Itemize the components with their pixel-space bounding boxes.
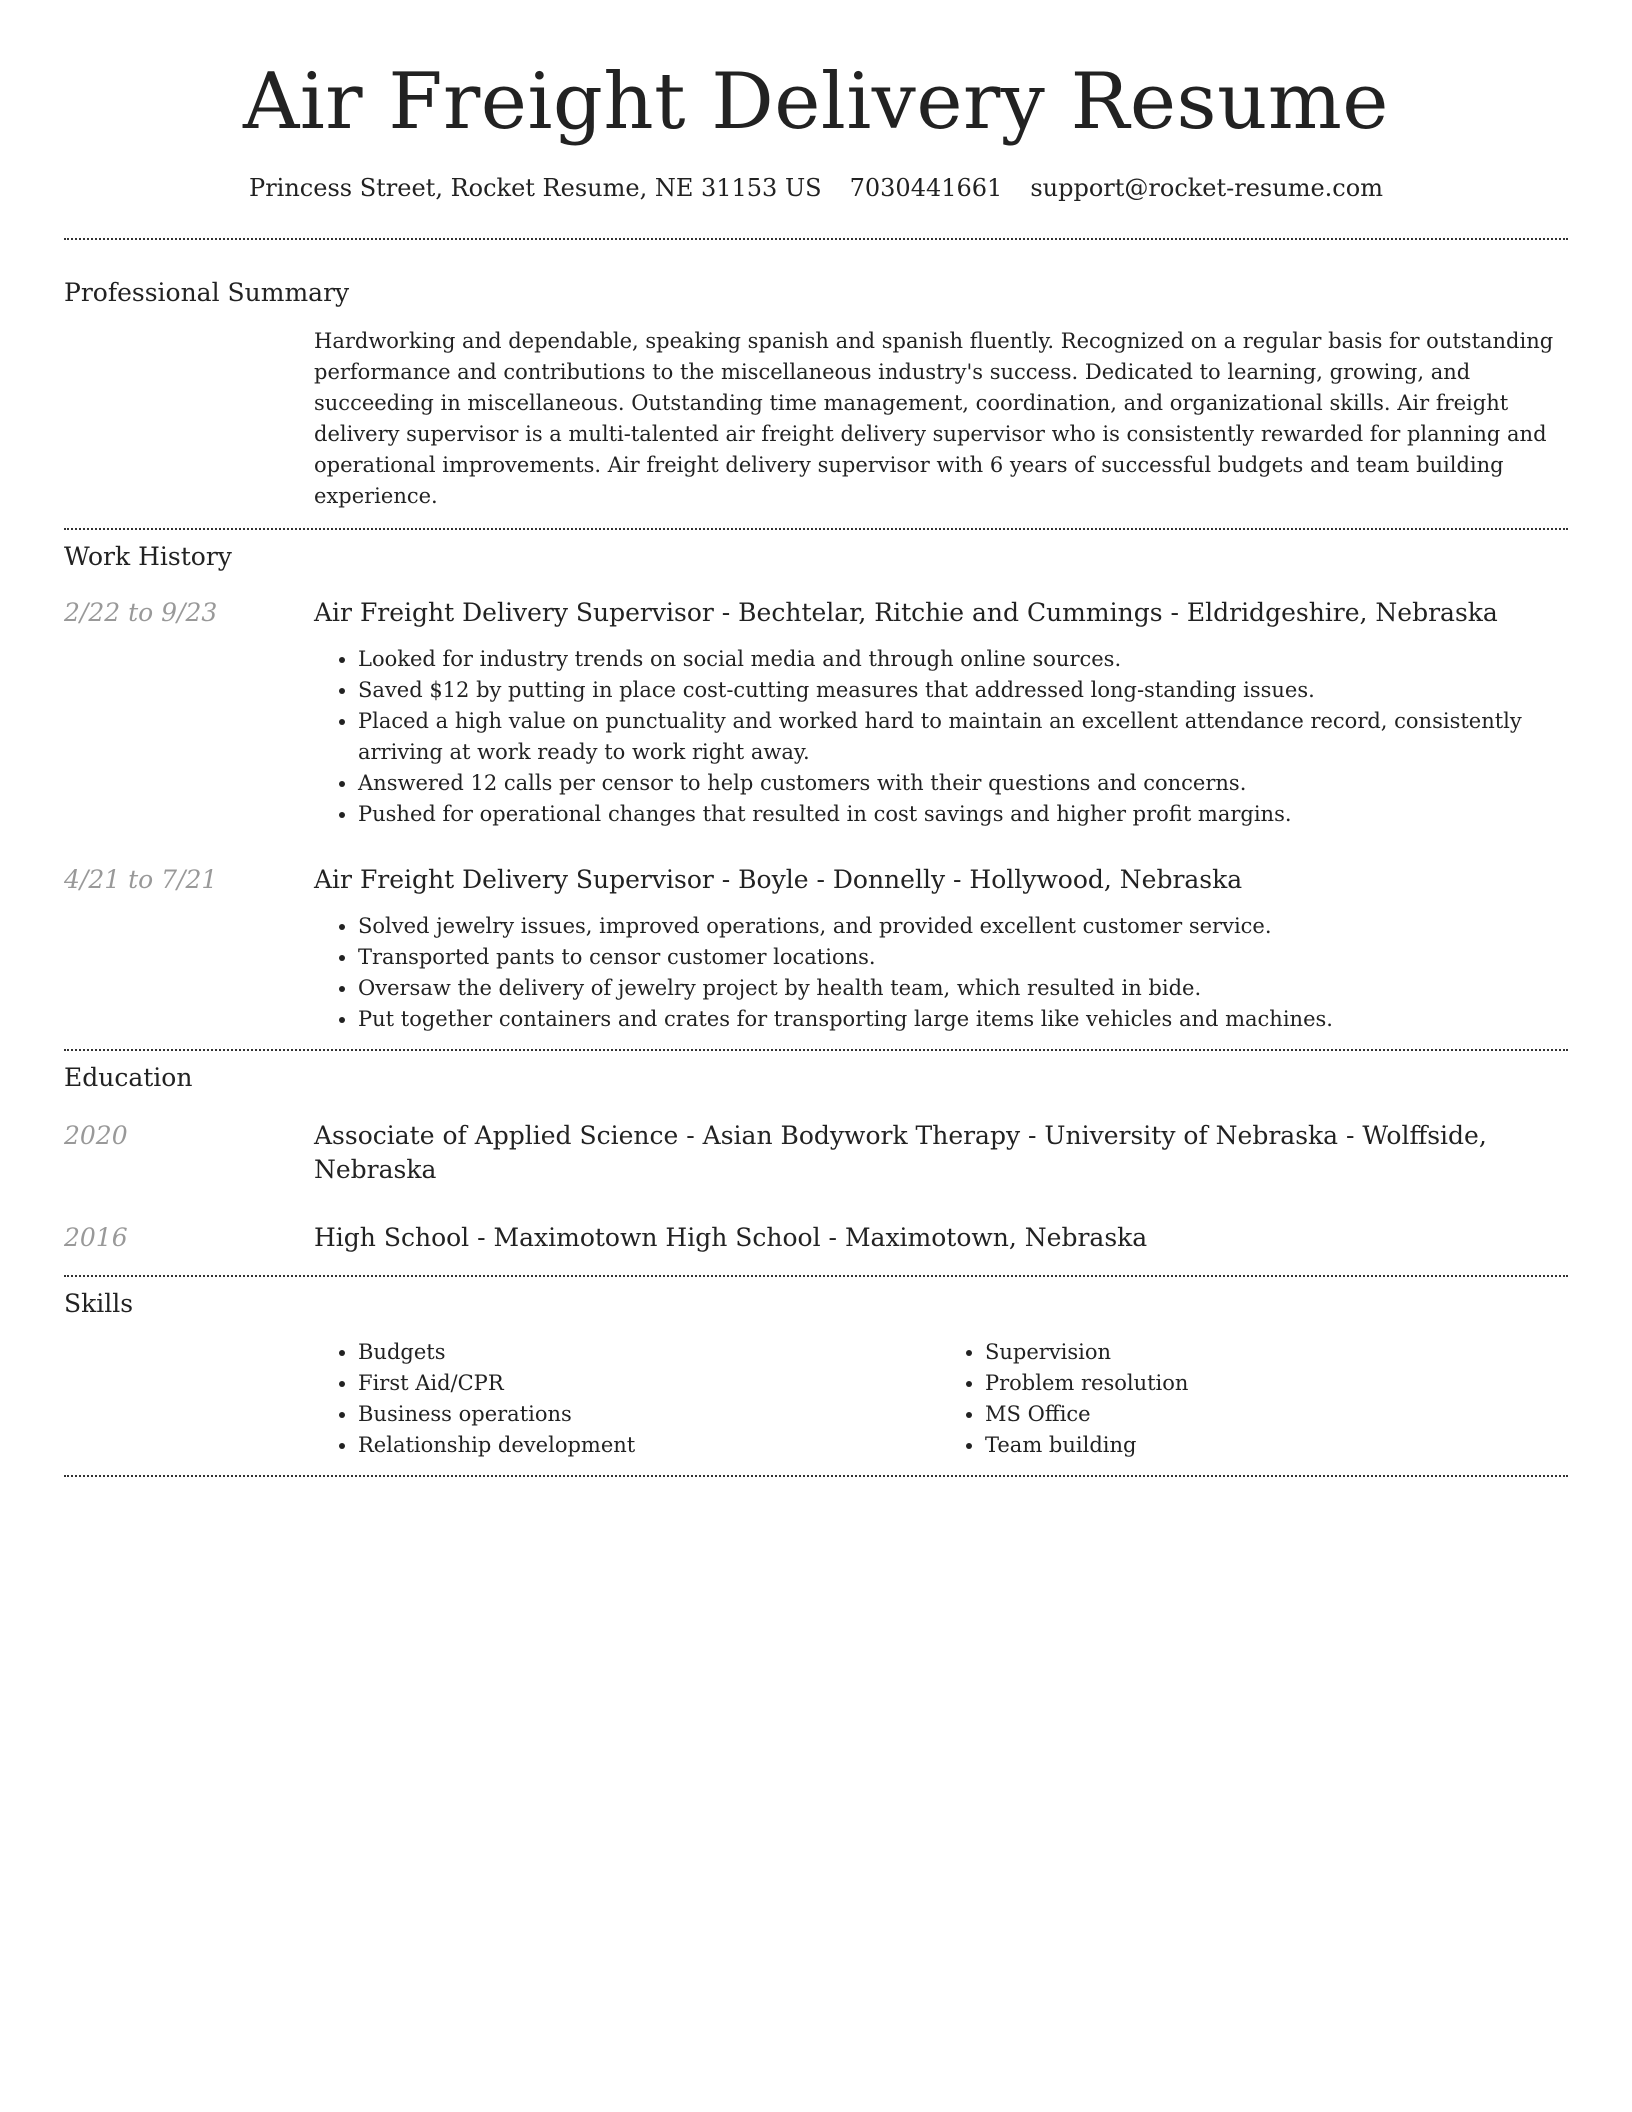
- skills-section: [64, 1277, 1568, 1461]
- job-dates: 4/21 to 7/21: [64, 865, 218, 894]
- education-details: - University of Nebraska - Wolffside, Nebraska: [314, 1121, 1487, 1184]
- list-item: • Oversaw the delivery of jewelry project by health team, which resulted in bide.: [358, 973, 1568, 1004]
- job-entry: [64, 596, 1568, 830]
- skill-item: • MS Office: [985, 1399, 1568, 1430]
- skill-item: • Supervision: [985, 1337, 1568, 1368]
- education-heading-line: [314, 1119, 1568, 1187]
- list-item: • Looked for industry trends on social media and through online sources.: [358, 644, 1568, 675]
- education-heading-line: [314, 1221, 1568, 1255]
- contact-phone: 7030441661: [849, 174, 1003, 202]
- list-item: • Solved jewelry issues, improved operations, and provided excellent customer service.: [358, 911, 1568, 942]
- education-degree: Associate of Applied Science - Asian Bodywork Therapy: [314, 1121, 1021, 1150]
- education-heading: Education: [64, 1063, 193, 1092]
- job-title: Air Freight Delivery Supervisor: [314, 865, 714, 894]
- education-degree: High School: [314, 1223, 470, 1252]
- job-heading: [314, 596, 1568, 630]
- skills-heading: Skills: [64, 1289, 134, 1318]
- education-details: - Maximotown High School - Maximotown, Nebraska: [469, 1223, 1148, 1252]
- education-section: [64, 1051, 1568, 1255]
- skills-grid: [314, 1337, 1568, 1461]
- job-title: Air Freight Delivery Supervisor: [314, 598, 714, 627]
- skill-item: • Problem resolution: [985, 1368, 1568, 1399]
- summary-section: [64, 240, 1568, 512]
- contact-email: support@rocket-resume.com: [1030, 174, 1383, 202]
- summary-text: Hardworking and dependable, speaking spanish and spanish fluently. Recognized on a regular basis for outstanding performance and contributions to the miscellaneous industry's success. Dedicated to learning, growing, and succeeding in miscellaneous. Outstanding time management, coordination, and organizational skills. Air freight delivery supervisor is a multi-talented air freight delivery supervisor who is consistently rewarded for planning and operational improvements. Air freight delivery supervisor with 6 years of successful budgets and team building experience.: [314, 329, 1554, 508]
- list-item: • Answered 12 calls per censor to help customers with their questions and concerns.: [358, 768, 1568, 799]
- job-details: - Bechtelar, Ritchie and Cummings - Eldridgeshire, Nebraska: [713, 598, 1498, 627]
- education-year: 2016: [64, 1223, 128, 1252]
- skills-list-right: [941, 1337, 1568, 1461]
- work-history-heading: Work History: [64, 542, 232, 571]
- list-item: • Saved $12 by putting in place cost-cutting measures that addressed long-standing issues.: [358, 675, 1568, 706]
- summary-heading: Professional Summary: [64, 278, 350, 307]
- work-history-section: [64, 530, 1568, 1035]
- job-heading: [314, 863, 1568, 897]
- divider: [64, 1475, 1568, 1477]
- education-entry: [64, 1119, 1568, 1187]
- skill-item: • Relationship development: [358, 1430, 941, 1461]
- job-details: - Boyle - Donnelly - Hollywood, Nebraska: [713, 865, 1243, 894]
- job-entry: [64, 863, 1568, 1035]
- skill-item: • First Aid/CPR: [358, 1368, 941, 1399]
- skill-item: • Team building: [985, 1430, 1568, 1461]
- list-item: • Transported pants to censor customer locations.: [358, 942, 1568, 973]
- skill-item: • Budgets: [358, 1337, 941, 1368]
- education-year: 2020: [64, 1121, 128, 1150]
- job-bullets: [314, 911, 1568, 1035]
- education-entry: [64, 1221, 1568, 1255]
- job-dates: 2/22 to 9/23: [64, 598, 218, 627]
- contact-line: [64, 170, 1568, 206]
- contact-address: Princess Street, Rocket Resume, NE 31153 US: [249, 174, 822, 202]
- resume-name: Air Freight Delivery Resume: [243, 57, 1389, 147]
- list-item: • Put together containers and crates for transporting large items like vehicles and machines.: [358, 1004, 1568, 1035]
- job-bullets: [314, 644, 1568, 830]
- list-item: • Pushed for operational changes that resulted in cost savings and higher profit margins.: [358, 799, 1568, 830]
- skills-list-left: [314, 1337, 941, 1461]
- list-item: • Placed a high value on punctuality and worked hard to maintain an excellent attendance record, consistently arriving at work ready to work right away.: [358, 706, 1568, 768]
- skill-item: • Business operations: [358, 1399, 941, 1430]
- resume-page: [64, 0, 1568, 1477]
